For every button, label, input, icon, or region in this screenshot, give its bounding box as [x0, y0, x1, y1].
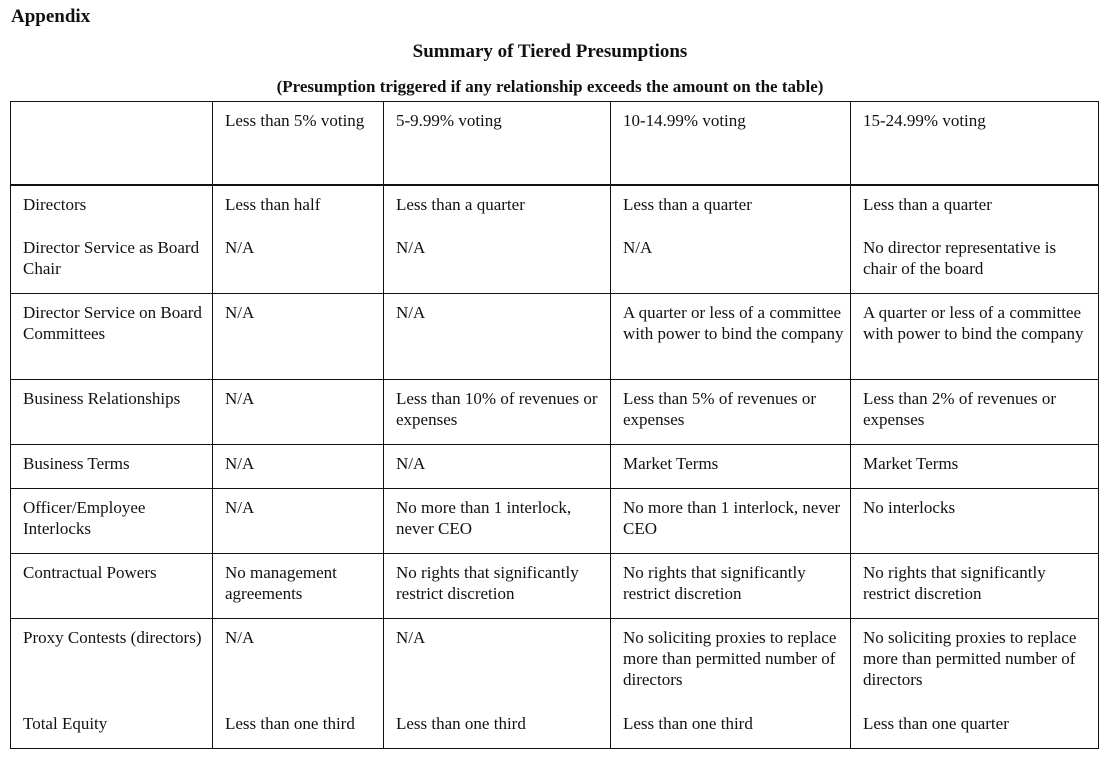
- table-cell: N/A: [213, 229, 384, 294]
- table-cell: No rights that significantly restrict discretion: [384, 554, 611, 619]
- table-cell: N/A: [384, 294, 611, 380]
- column-header: 10-14.99% voting: [611, 102, 851, 185]
- row-label: Directors: [11, 185, 213, 229]
- row-label: Contractual Powers: [11, 554, 213, 619]
- document-title: Summary of Tiered Presumptions: [412, 41, 688, 62]
- table-cell: N/A: [213, 445, 384, 489]
- row-label: Director Service as Board Chair: [11, 229, 213, 294]
- row-label: Proxy Contests (directors): [11, 619, 213, 705]
- table-cell: Less than one third: [611, 705, 851, 749]
- table-cell: Market Terms: [611, 445, 851, 489]
- table-row: [11, 489, 1099, 554]
- table-cell: No rights that significantly restrict discretion: [851, 554, 1099, 619]
- table-cell: A quarter or less of a committee with power to bind the company: [611, 294, 851, 380]
- table-cell: No soliciting proxies to replace more than permitted number of directors: [851, 619, 1099, 705]
- table-cell: No interlocks: [851, 489, 1099, 554]
- row-label: Total Equity: [11, 705, 213, 749]
- table-row: [11, 229, 1099, 294]
- table-cell: Market Terms: [851, 445, 1099, 489]
- table-cell: Less than a quarter: [384, 185, 611, 229]
- column-header: 5-9.99% voting: [384, 102, 611, 185]
- table-cell: N/A: [213, 380, 384, 445]
- table-cell: N/A: [213, 294, 384, 380]
- table-row: [11, 380, 1099, 445]
- table-cell: Less than one third: [384, 705, 611, 749]
- table-row: [11, 705, 1099, 749]
- table-row: [11, 185, 1099, 229]
- table-row: [11, 294, 1099, 380]
- table-cell: No director representative is chair of the board: [851, 229, 1099, 294]
- presumptions-table: [10, 101, 1099, 749]
- column-header: [11, 102, 213, 185]
- table-cell: A quarter or less of a committee with power to bind the company: [851, 294, 1099, 380]
- table-cell: Less than 5% of revenues or expenses: [611, 380, 851, 445]
- table-cell: N/A: [213, 619, 384, 705]
- table-cell: N/A: [384, 445, 611, 489]
- column-header: Less than 5% voting: [213, 102, 384, 185]
- table-cell: No management agreements: [213, 554, 384, 619]
- table-cell: N/A: [611, 229, 851, 294]
- table-cell: Less than a quarter: [611, 185, 851, 229]
- row-label: Officer/Employee Interlocks: [11, 489, 213, 554]
- table-header-row: [11, 102, 1099, 185]
- table-row: [11, 445, 1099, 489]
- table-row: [11, 619, 1099, 705]
- column-header: 15-24.99% voting: [851, 102, 1099, 185]
- table-cell: Less than one third: [213, 705, 384, 749]
- table-cell: No soliciting proxies to replace more than permitted number of directors: [611, 619, 851, 705]
- table-cell: Less than 2% of revenues or expenses: [851, 380, 1099, 445]
- table-cell: N/A: [384, 619, 611, 705]
- table-cell: Less than half: [213, 185, 384, 229]
- document-subtitle: (Presumption triggered if any relationship exceeds the amount on the table): [276, 77, 824, 96]
- table-cell: N/A: [384, 229, 611, 294]
- row-label: Business Relationships: [11, 380, 213, 445]
- row-label: Director Service on Board Committees: [11, 294, 213, 380]
- table-cell: N/A: [213, 489, 384, 554]
- table-cell: No rights that significantly restrict discretion: [611, 554, 851, 619]
- table-row: [11, 554, 1099, 619]
- appendix-heading: Appendix: [11, 6, 91, 27]
- table-cell: No more than 1 interlock, never CEO: [384, 489, 611, 554]
- row-label: Business Terms: [11, 445, 213, 489]
- table-cell: No more than 1 interlock, never CEO: [611, 489, 851, 554]
- table-cell: Less than one quarter: [851, 705, 1099, 749]
- table-cell: Less than a quarter: [851, 185, 1099, 229]
- table-cell: Less than 10% of revenues or expenses: [384, 380, 611, 445]
